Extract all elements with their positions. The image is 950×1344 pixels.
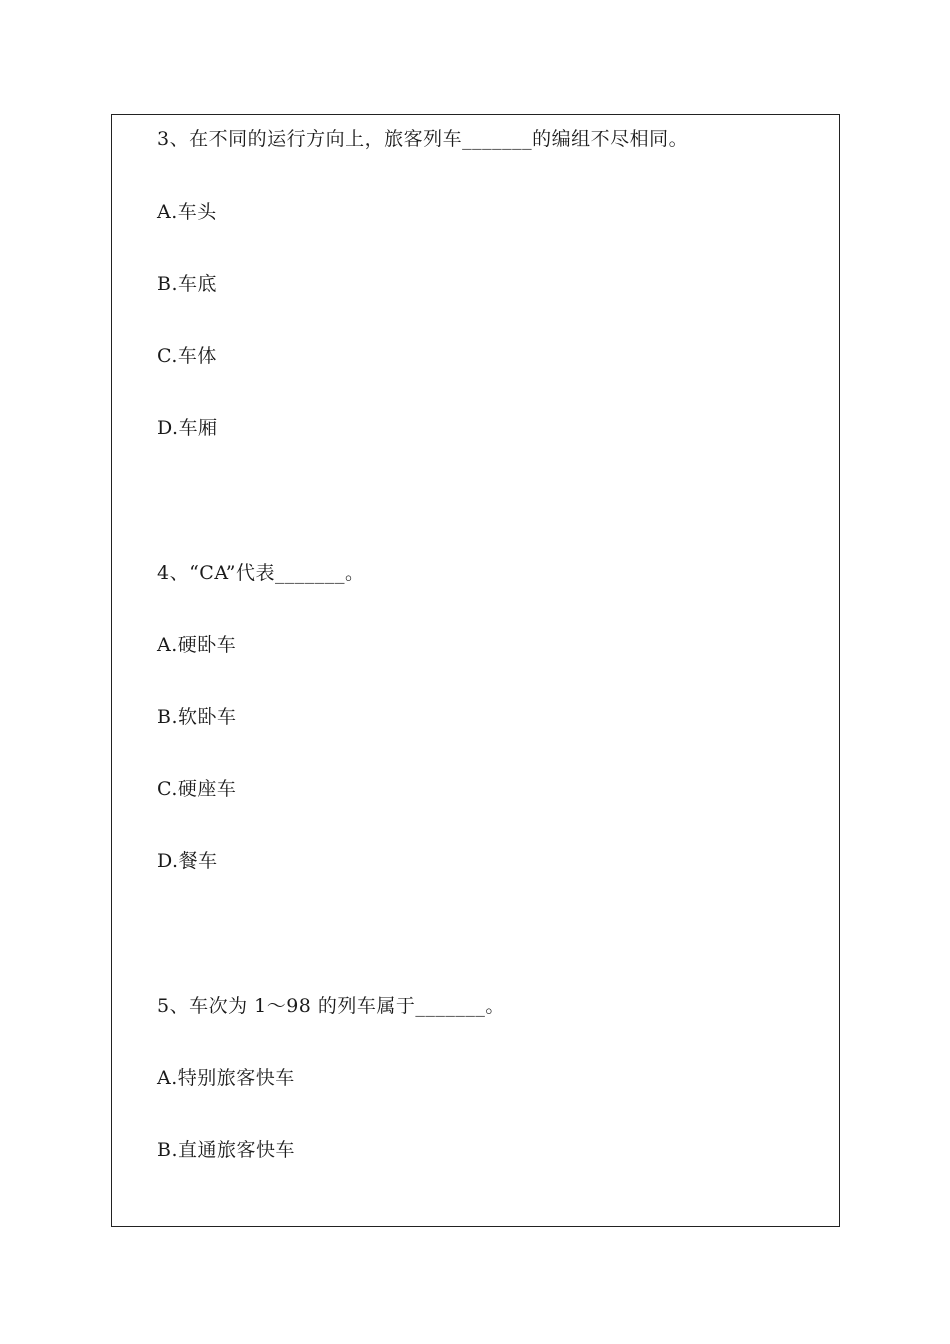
question-3-option-d: D.车厢 <box>157 417 218 439</box>
question-5-option-b: B.直通旅客快车 <box>157 1139 296 1161</box>
question-3-option-b: B.车底 <box>157 273 218 295</box>
question-5-stem: 5、车次为 1～98 的列车属于_______。 <box>157 995 505 1017</box>
question-4-option-c: C.硬座车 <box>157 778 237 800</box>
question-3-stem: 3、在不同的运行方向上，旅客列车_______的编组不尽相同。 <box>157 128 689 150</box>
question-4-stem: 4、“CA”代表_______。 <box>157 562 365 584</box>
question-4-option-a: A.硬卧车 <box>157 634 237 656</box>
question-3-option-a: A.车头 <box>157 201 217 223</box>
page-frame <box>111 114 840 1227</box>
question-3-option-c: C.车体 <box>157 345 217 367</box>
question-4-option-d: D.餐车 <box>157 850 218 872</box>
question-5-option-a: A.特别旅客快车 <box>157 1067 295 1089</box>
question-4-option-b: B.软卧车 <box>157 706 237 728</box>
